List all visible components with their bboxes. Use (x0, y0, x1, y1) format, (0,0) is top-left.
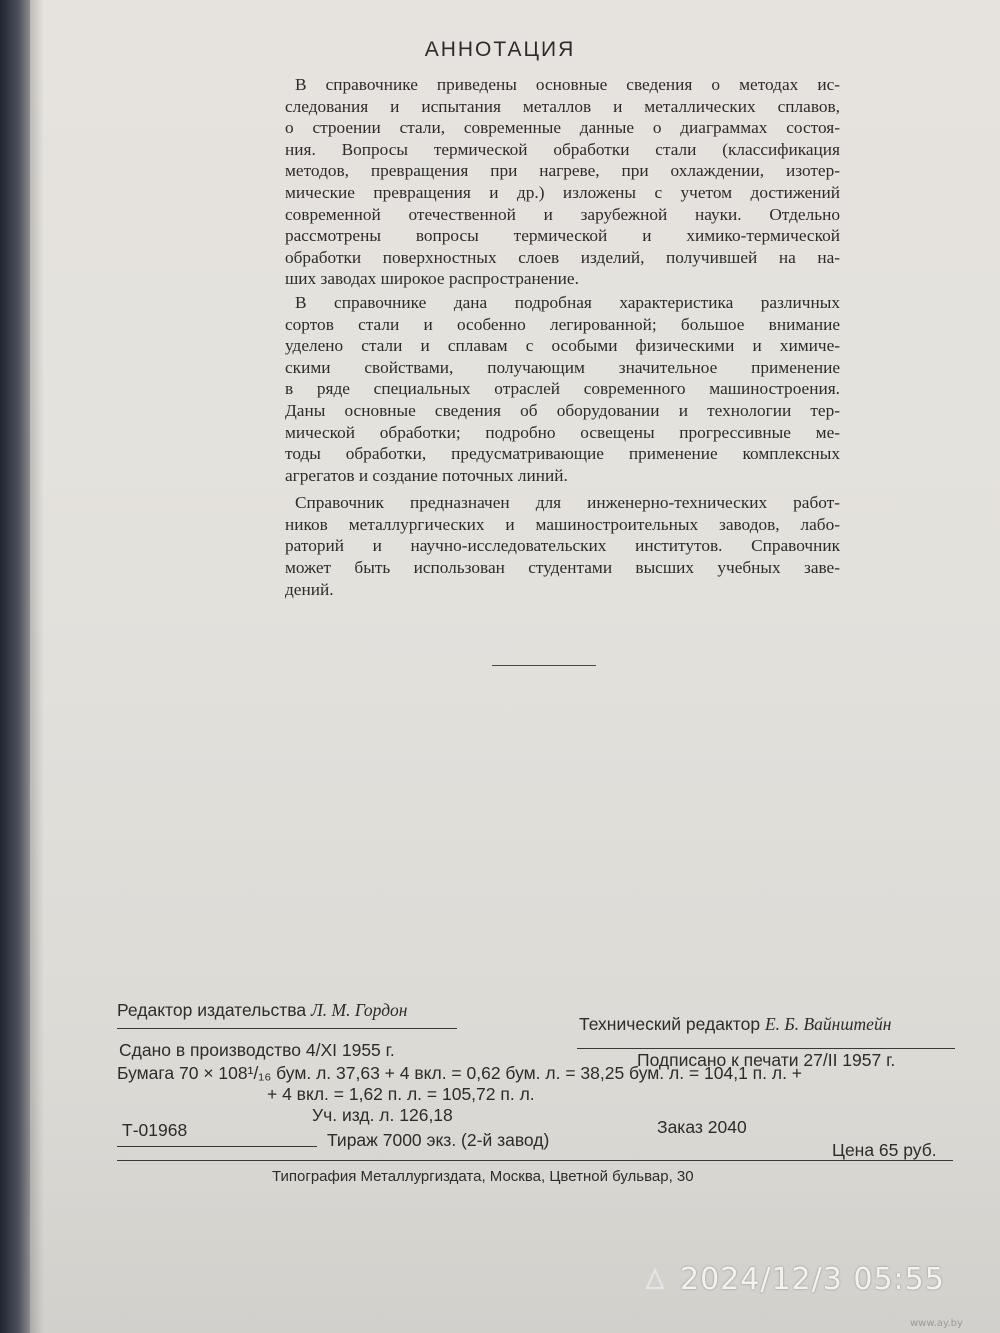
page-shadow (30, 0, 44, 1333)
imprint-rule (117, 1028, 457, 1029)
annotation-line: уделено стали и сплавам с особыми физическими и химиче- (285, 336, 840, 356)
tech-editor-label: Технический редактор (579, 1014, 761, 1034)
annotation-line: о строении стали, современные данные о диаграммах состоя- (285, 118, 840, 138)
catalog-code: Т-01968 (122, 1120, 188, 1140)
site-watermark: www.ay.by (910, 1318, 963, 1329)
annotation-line: В справочнике приведены основные сведения о методах ис- (295, 75, 840, 94)
annotation-line: Справочник предназначен для инженерно-технических работ- (295, 493, 840, 513)
submitted-date: Сдано в производство 4/XI 1955 г. (119, 1040, 395, 1060)
annotation-line: рассмотрены вопросы термической и химико-термической (285, 226, 840, 246)
annotation-line: в ряде специальных отраслей современного машиностроения. (285, 379, 840, 399)
signed-date: Подписано к печати 27/II 1957 г. (637, 1050, 896, 1070)
imprint-rule (117, 1146, 317, 1147)
tech-editor-credit (579, 1014, 891, 1035)
annotation-text (285, 74, 840, 600)
printer-info: Типография Металлургиздата, Москва, Цветной бульвар, 30 (272, 1168, 694, 1185)
camera-logo-icon (645, 1268, 665, 1290)
section-divider (492, 665, 596, 666)
imprint-rule (577, 1048, 955, 1049)
annotation-line: дений. (285, 579, 334, 599)
annotation-line: ния. Вопросы термической обработки стали (классификация (285, 139, 840, 159)
annotation-line: методов, превращения при нагреве, при охлаждении, изотер- (285, 161, 840, 181)
annotation-line: может быть использован студентами высших учебных заве- (285, 558, 840, 578)
annotation-line: тоды обработки, предусматривающие применение комплексных (285, 444, 840, 464)
imprint-rule (117, 1160, 953, 1161)
annotation-line: мические превращения и др.) изложены с учетом достижений (285, 182, 840, 202)
annotation-line: мической обработки; подробно освещены прогрессивные ме- (285, 422, 840, 442)
paper-info-2: + 4 вкл. = 1,62 п. л. = 105,72 п. л. (267, 1084, 535, 1104)
annotation-line: В справочнике дана подробная характеристика различных (295, 292, 840, 312)
uch-izd-info: Уч. изд. л. 126,18 (312, 1105, 453, 1125)
annotation-line: современной отечественной и зарубежной науки. Отдельно (285, 204, 840, 224)
editor-name: Л. М. Гордон (310, 1000, 408, 1020)
tech-editor-name: Е. Б. Вайнштейн (764, 1014, 892, 1034)
annotation-line: сортов стали и особенно легированной; большое внимание (285, 314, 840, 334)
annotation-line: следования и испытания металлов и металлических сплавов, (285, 96, 840, 116)
annotation-line: ших заводах широкое распространение. (285, 269, 579, 289)
annotation-line: раторий и научно-исследовательских институтов. Справочник (285, 536, 840, 556)
annotation-line: агрегатов и создание поточных линий. (285, 465, 568, 485)
paper-info-1: Бумага 70 × 108¹/₁₆ бум. л. 37,63 + 4 вкл. = 0,62 бум. л. = 38,25 бум. л. = 104,1 п. л. + (117, 1063, 803, 1083)
annotation-line: обработки поверхностных слоев изделий, получившей на на- (285, 247, 840, 267)
editor-credit (117, 1000, 408, 1021)
photo-timestamp: 2024/12/3 05:55 (680, 1262, 945, 1297)
annotation-line: Даны основные сведения об оборудовании и технологии тер- (285, 400, 840, 420)
print-run: Тираж 7000 экз. (2-й завод) (327, 1130, 550, 1150)
editor-label: Редактор издательства (117, 1000, 307, 1020)
annotation-line: скими свойствами, получающим значительное применение (285, 357, 840, 377)
price: Цена 65 руб. (832, 1140, 937, 1160)
order-number: Заказ 2040 (657, 1117, 747, 1137)
annotation-line: ников металлургических и машиностроительных заводов, лабо- (285, 514, 840, 534)
page-title: АННОТАЦИЯ (424, 38, 576, 61)
book-spine (0, 0, 30, 1333)
